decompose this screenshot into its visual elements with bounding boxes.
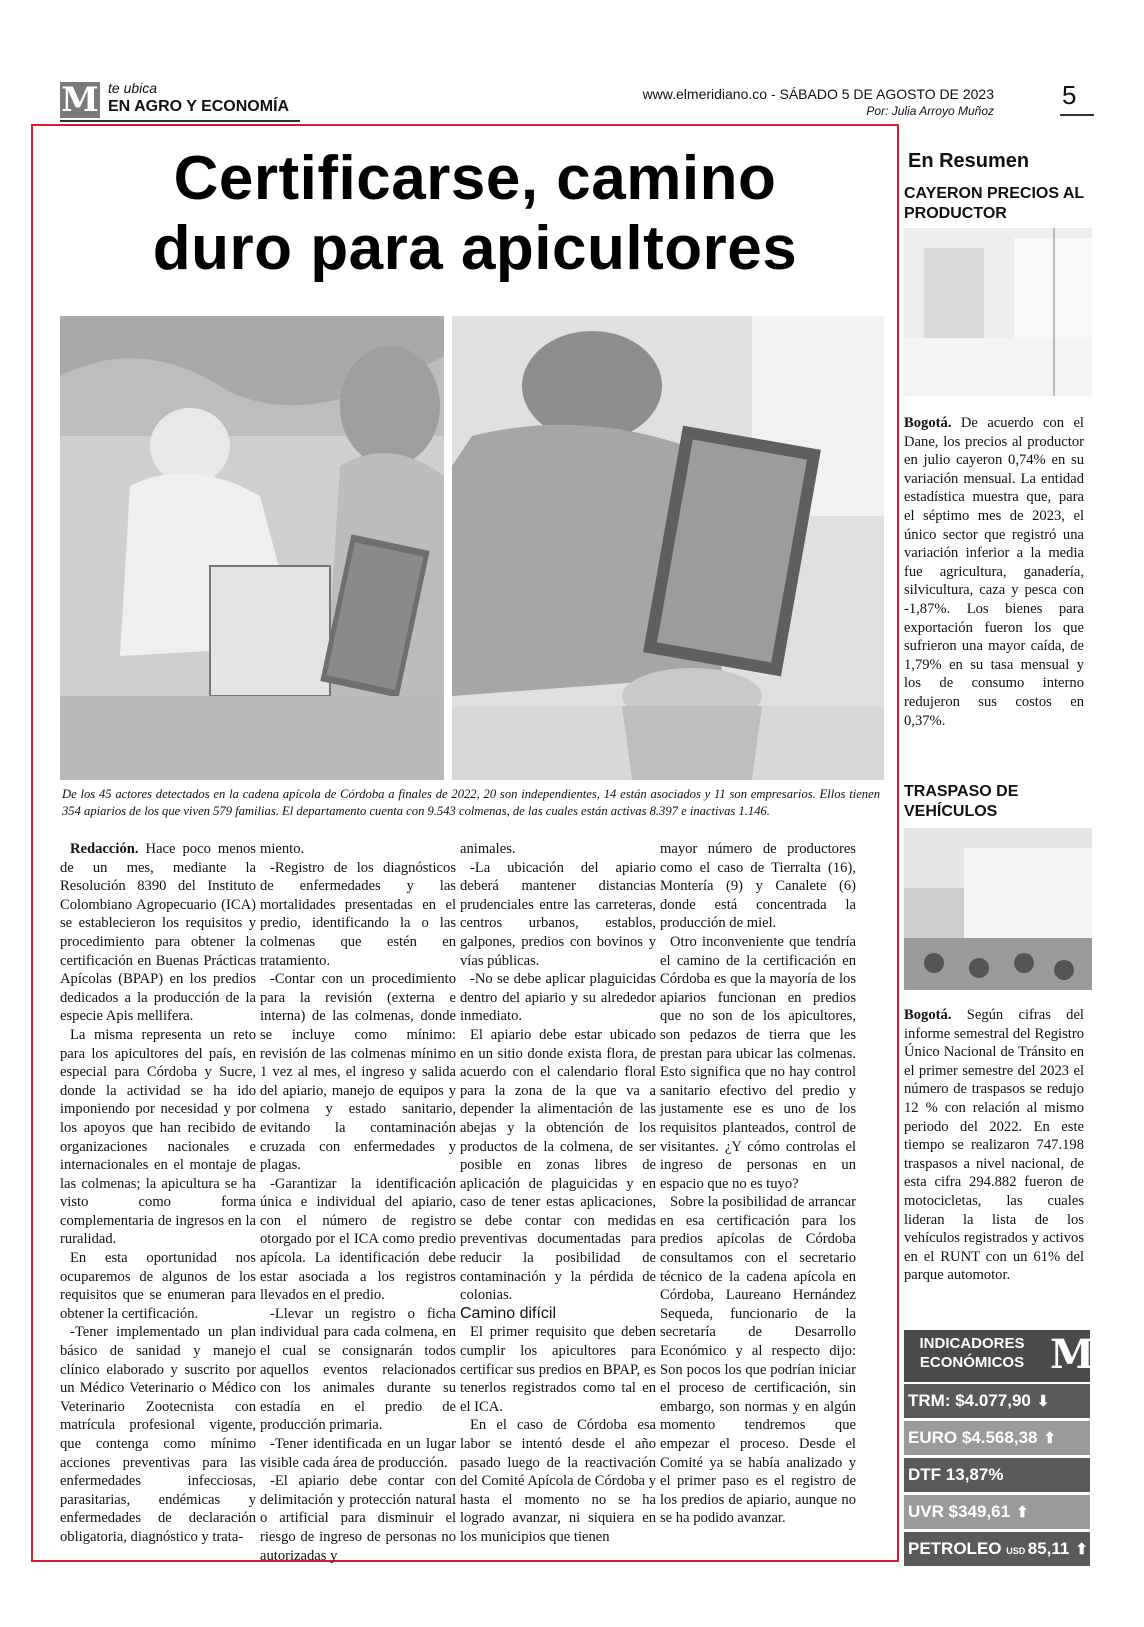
paragraph: Sobre la posibilidad de arrancar en esa certificación para los predios apícolas de Córdoba consultamos con el secretario técnico de la cadena apícola en Córdoba, Laureano Hernández Sequeda, funcionario de la secretaría de Desarrollo Económico y al respecto dijo: Son pocos los que podrían iniciar el proceso de certificación, sin embargo, son normas y en algún momento tendremos que empezar el proceso. Desde el Comité ya se había analizado y el primer paso es el registro de los predios de apiario, aunque no se ha podido avanzar. (660, 1194, 856, 1527)
headline-line-2: duro para apicultores (152, 214, 798, 283)
arrow-up-icon: ⬆ (1043, 1430, 1057, 1447)
indicator-row (904, 1384, 1090, 1418)
indicator-label: DTF (908, 1465, 946, 1484)
paragraph: -Tener identificada en un lugar visible cada área de producción. (260, 1436, 456, 1471)
sidebar-item-2-title: TRASPASO DE VEHÍCULOS (904, 783, 1019, 820)
indicator-row (904, 1532, 1090, 1566)
photo-caption: De los 45 actores detectados en la cadena apícola de Córdoba a finales de 2022, 20 son independientes, 14 están asociados y 11 son empresarios. Ellos tienen 354 apiarios de los que viven 579 familias. El departamento cuenta con 9.543 colmenas, de las cuales están activas 8.397 e inactivas 1.146. (62, 787, 880, 818)
paragraph: mayor número de productores como el caso de Tierralta (16), Montería (9) y Canalete (6) donde está concentrada la producción de miel. (660, 841, 856, 932)
indicator-row (904, 1458, 1090, 1492)
paragraph: Otro inconveniente que tendría el camino de la certificación en Córdoba es que la mayoría de los apiarios funcionan en predios que no son de los apicultores, son pedazos de tierra que les prestan para ubicar las colmenas. Esto significa que no hay control sanitario efectivo del predio y justamente ese es uno de los requisitos planteados, control de visitantes. ¿Y cómo controlas el ingreso de personas en un espacio que no es tuyo? (660, 933, 856, 1192)
sidebar-item-2-photo (904, 828, 1092, 990)
paragraph: -Contar con un procedimiento para la revisión (externa e interna) de las colmenas, donde se incluye como mínimo: revisión de las colmenas mínimo 1 vez al mes, el ingreso y salida del apiario, manejo de equipos y colmena y estado sanitario, evitando la contaminación cruzada con enfermedades y plagas. (260, 971, 456, 1174)
newspaper-logo: M (61, 80, 99, 120)
paragraph: El primer requisito que deben cumplir los apicultores para certificar sus predios en BPAP, es tenerlos registrados como tal en el ICA. (460, 1324, 656, 1415)
beekeepers-photo (60, 316, 444, 780)
paragraph: animales. (460, 841, 516, 857)
honeycomb-frame-photo (452, 316, 884, 780)
section-title: EN AGRO Y ECONOMÍA (108, 98, 290, 115)
site-date: www.elmeridiano.co - SÁBADO 5 DE AGOSTO DE 2023 (642, 86, 994, 102)
article-column-4 (660, 840, 856, 1528)
dateline: Bogotá. (904, 415, 952, 431)
section-subtitle: te ubica (108, 80, 158, 96)
sidebar-heading: En Resumen (908, 150, 1030, 172)
paragraph-text: Hace poco menos de un mes, mediante la Resolución 8390 del Instituto Colombiano Agropecuario (ICA) se establecieron los requisitos y procedimiento para obtener la certificación en Buenas Prácticas Apícolas (BPAP) en los predios dedicados a la producción de la especie Apis mellifera. (60, 841, 256, 1025)
paragraph: En el caso de Córdoba esa labor se intentó desde el año pasado luego de la reactivación del Comité Apícola de Córdoba y hasta el momento no se ha logrado avanzar, ni siquiera en los municipios que tienen (460, 1417, 656, 1545)
paragraph: La misma representa un reto para los apicultores del país, en especial para Córdoba y Sucre, donde la actividad se ha ido imponiendo por necesidad y por los apoyos que han recibido de organizaciones nacionales e internacionales en el montaje de las colmenas; la apicultura se ha visto como forma complementaria de ingresos en la ruralidad. (60, 1026, 256, 1248)
arrow-down-icon: ⬇ (1036, 1393, 1050, 1410)
paragraph: En esta oportunidad nos ocuparemos de algunos de los requisitos que se enumeran para obtener la certificación. (60, 1250, 256, 1322)
paragraph: -Llevar un registro o ficha individual para cada colmena, en el cual se consignarán todos aquellos eventos relacionados con los animales durante su estadía en el predio de producción primaria. (260, 1305, 456, 1434)
paragraph (60, 840, 256, 1026)
paragraph: El apiario debe estar ubicado en un sitio donde exista flora, de acuerdo con el calendario floral para la zona de la que va a depender la alimentación de las abejas y la obtención de los productos de la colmena, de ser posible en zonas libres de aplicación de plaguicidas y en caso de tener estas aplicaciones, se debe contar con medidas preventivas documentadas para reducir la posibilidad de contaminación y la pérdida de colonias. (460, 1026, 656, 1304)
indicator-row (904, 1495, 1090, 1529)
indicator-label: EURO (908, 1428, 962, 1447)
paragraph: -Garantizar la identificación única e individual del apiario, con el número de registro otorgado por el ICA como predio apícola. La identificación debe estar asociada a los registros llevados en el predio. (260, 1175, 456, 1304)
arrow-up-icon: ⬆ (1075, 1541, 1088, 1558)
article-column-2 (260, 840, 456, 1565)
indicator-value: 85,11 (1027, 1539, 1070, 1558)
indicators-title: INDICADORES ECONÓMICOS (919, 1335, 1025, 1371)
article-column-1 (60, 840, 256, 1547)
headline-line-1: Certificarse, camino (173, 144, 777, 213)
paragraph: -La ubicación del apiario deberá mantener distancias prudenciales entre las carreteras, centros urbanos, establos, galpones, predios con bovinos y vías públicas. (460, 859, 656, 969)
page-number-rule (1060, 114, 1094, 116)
subheading: Camino difícil (460, 1304, 557, 1322)
paragraph: -Registro de los diagnósticos de enfermedades y las mortalidades presentadas en el predio, identificando la o las colmenas que estén en tratamiento. (260, 859, 456, 969)
paragraph: -Tener implementado un plan básico de sanidad y manejo clínico elaborado y suscrito por un Médico Veterinario o Médico Veterinario Zootecnista con matrícula profesional vigente, que contenga como mínimo acciones preventivas para las enfermedades infecciosas, parasitarias, endémicas y enfermedades de declaración obligatoria, diagnóstico y trata- (60, 1324, 256, 1545)
paragraph: miento. (260, 841, 305, 857)
arrow-up-icon: ⬆ (1016, 1504, 1029, 1521)
indicator-label: UVR (908, 1502, 949, 1521)
indicator-row (904, 1421, 1090, 1455)
dateline: Bogotá. (904, 1007, 952, 1023)
indicator-value: $4.568,38 (961, 1428, 1038, 1447)
section-rule (60, 120, 300, 122)
article-column-3 (460, 840, 656, 1547)
paragraph: -No se debe aplicar plaguicidas dentro del apiario y su alrededor inmediato. (460, 971, 656, 1025)
sidebar-item-1-text (904, 414, 1084, 730)
paragraph: -El apiario debe contar con delimitación y protección natural o artificial para disminuir el riesgo de ingreso de personas no autorizadas y (260, 1473, 456, 1564)
indicator-label: PETROLEO (908, 1539, 1007, 1558)
sidebar-item-2-body: Según cifras del informe semestral del Registro Único Nacional de Tránsito en el primer semestre del 2023 el número de traspasos se redujo 12 % con relación al mismo periodo del 2022. En este tiempo se realizaron 747.198 traspasos a nivel nacional, de esta cifra 294.882 fueron de motocicletas, las cuales lideran la lista de los vehículos registrados y activos en el RUNT con un 61% del parque automotor. (904, 1007, 1084, 1284)
sidebar-item-1-title: CAYERON PRECIOS AL PRODUCTOR (904, 185, 1084, 222)
sidebar-item-1-body: De acuerdo con el Dane, los precios al productor en julio cayeron 0,74% en su variación mensual. La entidad estadística muestra que, para el séptimo mes de 2023, el único sector que registró una variación inferior a la media fue agricultura, ganadería, silvicultura, caza y pesca con -1,87%. Los bienes para exportación fueron los que sufrieron una mayor caída, de 1,79% en su tasa mensual y los de consumo interno redujeron sus costos en 0,37%. (904, 415, 1084, 729)
headline (60, 144, 890, 284)
indicators-logo: M (1050, 1331, 1095, 1378)
indicator-unit: USD (1006, 1546, 1028, 1556)
indicator-label: TRM: (908, 1391, 956, 1410)
sidebar-item-2-text (904, 1006, 1084, 1285)
dateline: Redacción. (70, 841, 139, 857)
indicator-value: $349,61 (948, 1502, 1011, 1521)
indicator-value: 13,87% (945, 1465, 1004, 1484)
author-byline: Por: Julia Arroyo Muñoz (866, 104, 994, 118)
sidebar-item-1-photo (904, 228, 1092, 396)
page-number: 5 (1062, 80, 1077, 110)
indicator-value: $4.077,90 (955, 1391, 1031, 1410)
